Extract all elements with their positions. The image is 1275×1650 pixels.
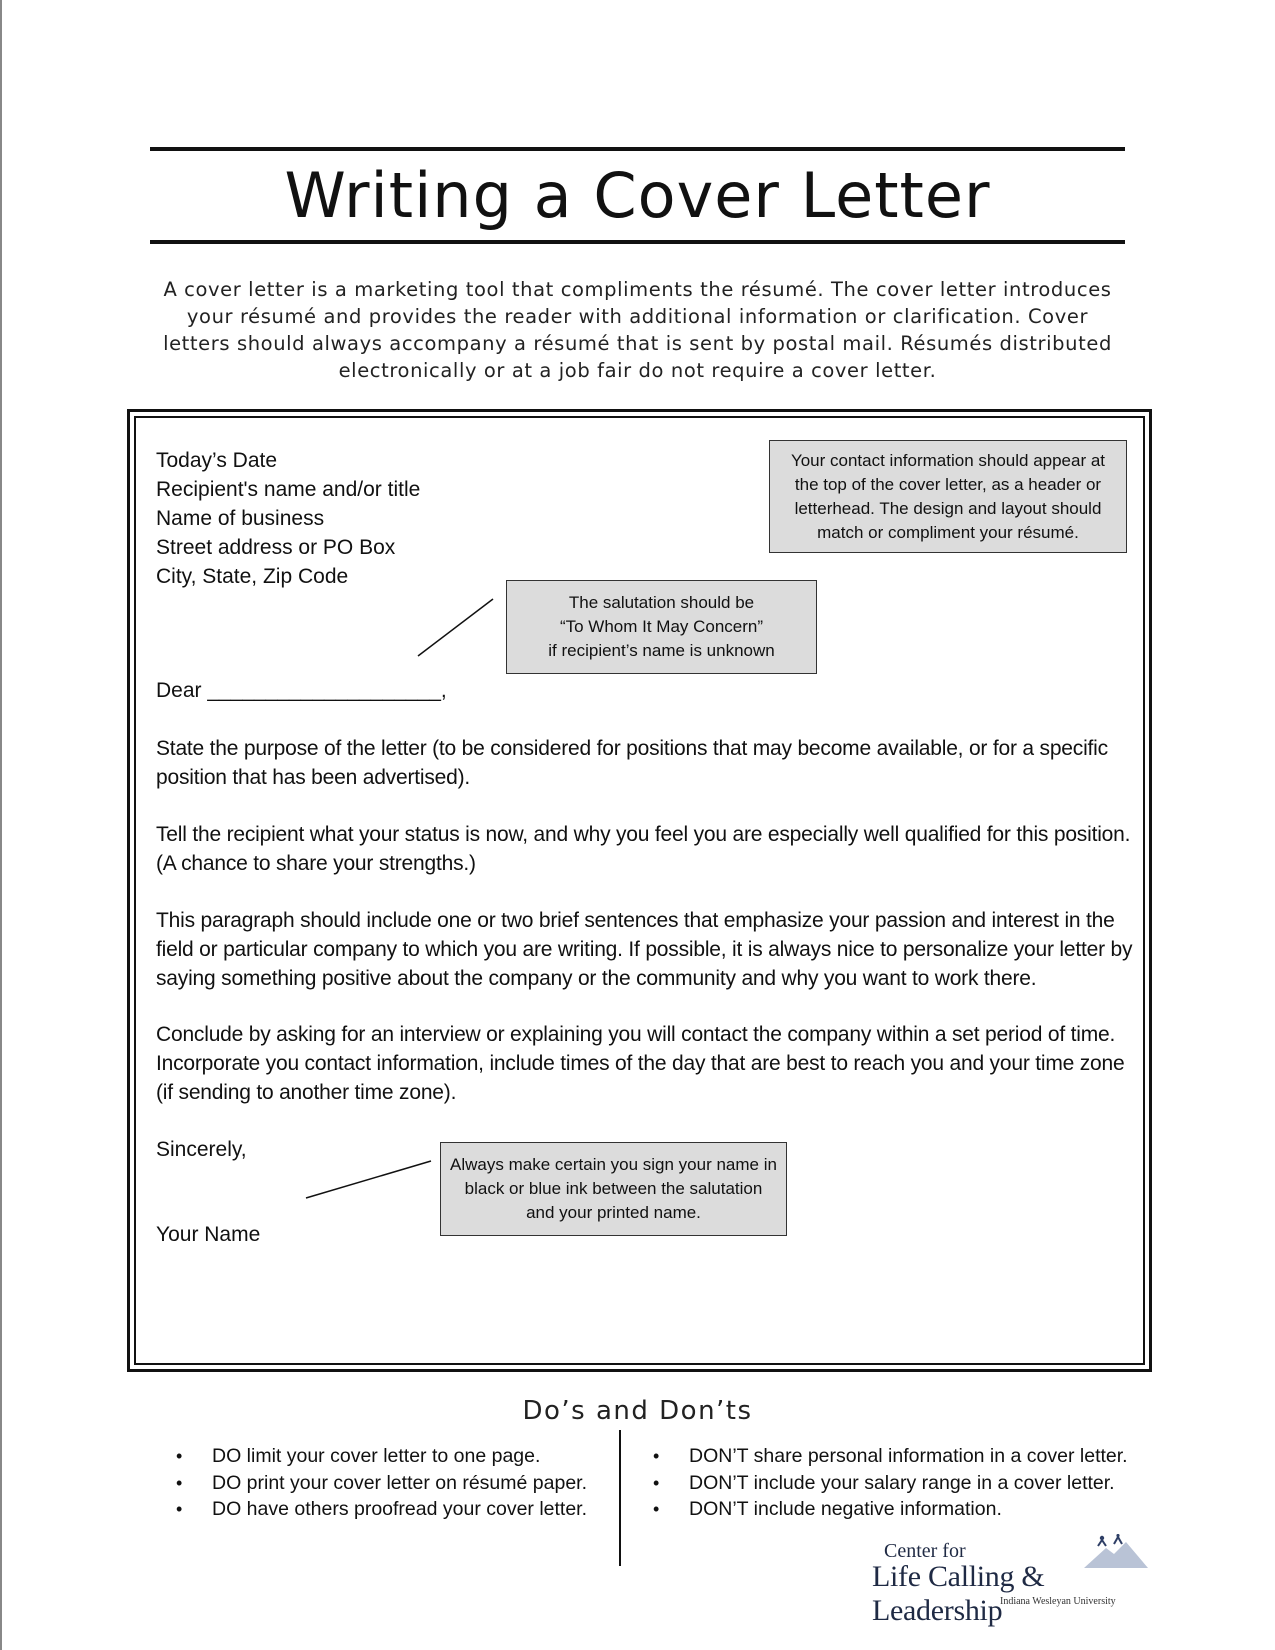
closing: Sincerely, bbox=[156, 1138, 247, 1161]
body-paragraph-conclusion: Conclude by asking for an interview or explaining you will contact the company within a set period of time. Incorporate you contact information, include times of the day that are best to reach you and your time zone (if sending to another time zone). bbox=[156, 1023, 1125, 1104]
address-city: City, State, Zip Code bbox=[156, 565, 349, 588]
list-item: • DO have others proofread your cover letter. bbox=[176, 1496, 587, 1523]
list-item: • DON’T include negative information. bbox=[653, 1496, 1128, 1523]
page-title: Writing a Cover Letter bbox=[284, 159, 991, 232]
list-item: • DO limit your cover letter to one page. bbox=[176, 1443, 587, 1470]
address-business: Name of business bbox=[156, 507, 325, 530]
list-item: • DON’T include your salary range in a cover letter. bbox=[653, 1470, 1128, 1497]
callout-contact-line: Your contact information should appear at bbox=[790, 450, 1106, 470]
callout-salutation-line: “To Whom It May Concern” bbox=[559, 617, 764, 636]
callout-contact-info bbox=[769, 440, 1127, 553]
logo-line-center-for: Center for bbox=[884, 1540, 966, 1562]
address-recipient: Recipient's name and/or title bbox=[156, 478, 421, 501]
dos-list bbox=[176, 1443, 587, 1523]
signature-name: Your Name bbox=[156, 1223, 261, 1246]
callout-contact-line: the top of the cover letter, as a header or bbox=[794, 474, 1102, 494]
body-paragraph-passion: This paragraph should include one or two brief sentences that emphasize your passion and interest in the field or particular company to which you are writing. If possible, it is always nice to personalize your letter by saying something positive about the company or the community and why you want to work there. bbox=[156, 909, 1133, 990]
body-paragraph-status: Tell the recipient what your status is now, and why you feel you are especially well qualified for this position. (A chance to share your strengths.) bbox=[156, 823, 1131, 875]
callout-signature-line: Always make certain you sign your name in bbox=[450, 1155, 777, 1174]
callout-salutation-line: The salutation should be bbox=[568, 593, 755, 612]
donts-list bbox=[653, 1443, 1128, 1523]
address-street: Street address or PO Box bbox=[156, 536, 396, 559]
callout-salutation bbox=[506, 580, 817, 674]
body-paragraph-purpose: State the purpose of the letter (to be considered for positions that may become available, or for a specific position that has been advertised). bbox=[156, 737, 1108, 789]
logo-line-name: Life Calling & Leadership bbox=[872, 1560, 1045, 1627]
callout-contact-line: match or compliment your résumé. bbox=[817, 522, 1079, 542]
salutation: Dear ____________________, bbox=[156, 679, 447, 702]
address-date: Today’s Date bbox=[156, 449, 278, 472]
callout-signature-line: black or blue ink between the salutation bbox=[464, 1179, 763, 1198]
callout-salutation-line: if recipient’s name is unknown bbox=[548, 641, 775, 660]
list-item: • DO print your cover letter on résumé paper. bbox=[176, 1470, 587, 1497]
page-edge bbox=[0, 0, 2, 1650]
title-rule-top bbox=[150, 147, 1125, 151]
callout-signature-line: and your printed name. bbox=[526, 1203, 701, 1222]
logo-line-university: Indiana Wesleyan University bbox=[1000, 1596, 1116, 1607]
intro-paragraph: A cover letter is a marketing tool that compliments the résumé. The cover letter introduces your résumé and provides the reader with additional information or clarification. Cover letters should always accompany a résumé that is sent by postal mail. Résumés distributed electronically or at a job fair do not require a cover letter. bbox=[163, 278, 1112, 382]
dos-donts-heading: Do’s and Don’ts bbox=[522, 1396, 753, 1426]
address-block bbox=[156, 446, 420, 591]
dos-donts-divider bbox=[619, 1430, 621, 1566]
list-item: • DON’T share personal information in a cover letter. bbox=[653, 1443, 1128, 1470]
title-rule-bottom bbox=[150, 240, 1125, 244]
center-logo bbox=[872, 1540, 1152, 1627]
callout-contact-line: letterhead. The design and layout should bbox=[794, 498, 1102, 518]
callout-signature bbox=[440, 1142, 787, 1236]
